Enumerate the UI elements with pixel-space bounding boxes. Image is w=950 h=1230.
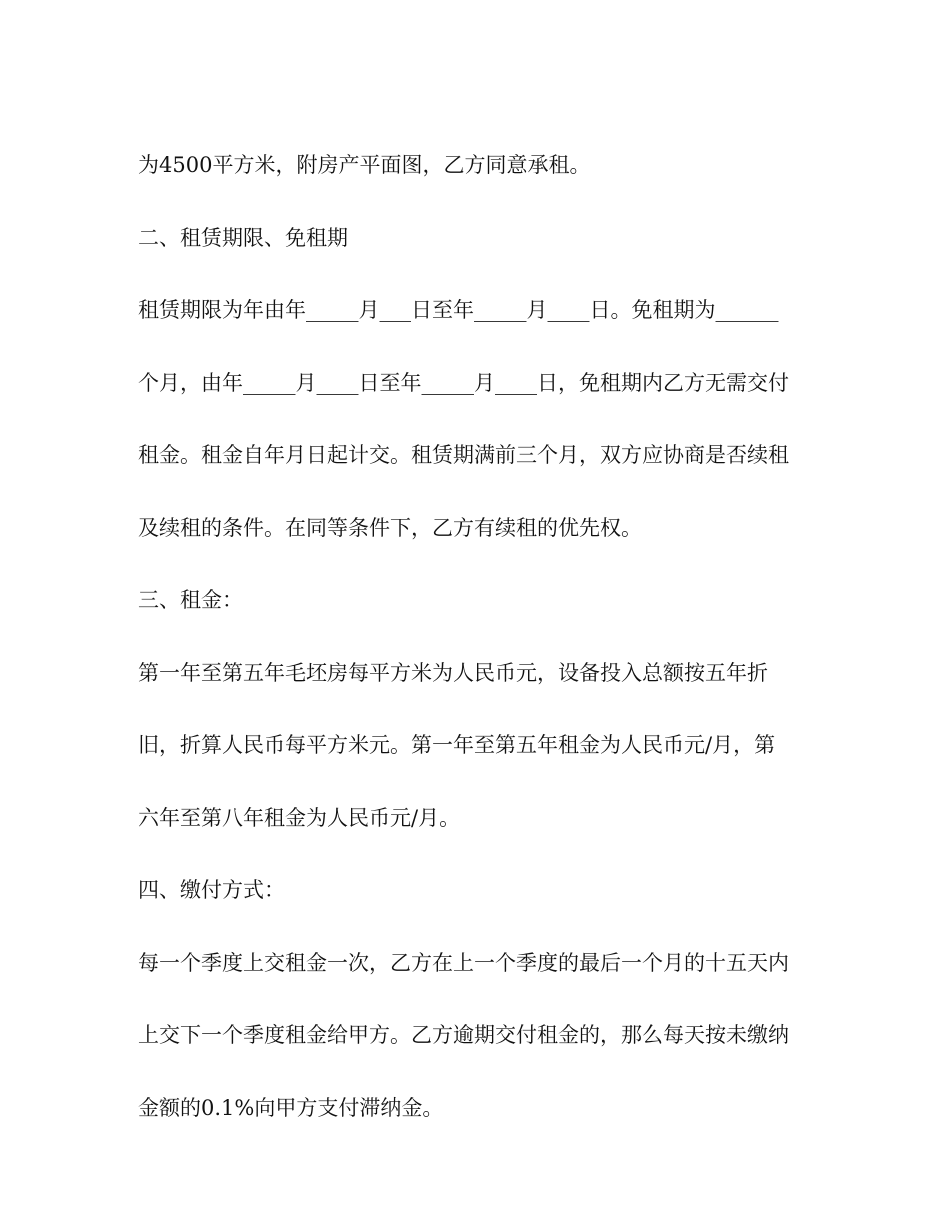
text-line: 上交下一个季度租金给甲方。乙方逾期交付租金的，那么每天按未缴纳 [138,1023,789,1047]
section-heading: 二、租赁期限、免租期 [138,226,348,250]
text-line: 及续租的条件。在同等条件下，乙方有续租的优先权。 [138,516,642,540]
section-heading: 四、缴付方式： [138,878,285,902]
text-line: 为4500平方米，附房产平面图，乙方同意承租。 [138,153,591,177]
section-heading: 三、租金： [138,588,243,612]
text-line: 金额的0.1%向甲方支付滞纳金。 [138,1096,444,1120]
text-line: 每一个季度上交租金一次，乙方在上一个季度的最后一个月的十五天内 [138,951,789,975]
text-line: 六年至第八年租金为人民币元/月。 [138,806,461,830]
text-line: 租赁期限为年由年_____月___日至年_____月____日。免租期为______ [138,298,779,322]
text-line: 个月，由年_____月____日至年_____月____日，免租期内乙方无需交付 [138,371,789,395]
text-line: 旧，折算人民币每平方米元。第一年至第五年租金为人民币元/月，第 [138,733,776,757]
text-line: 租金。租金自年月日起计交。租赁期满前三个月，双方应协商是否续租 [138,443,789,467]
text-line: 第一年至第五年毛坯房每平方米为人民币元，设备投入总额按五年折 [138,661,768,685]
